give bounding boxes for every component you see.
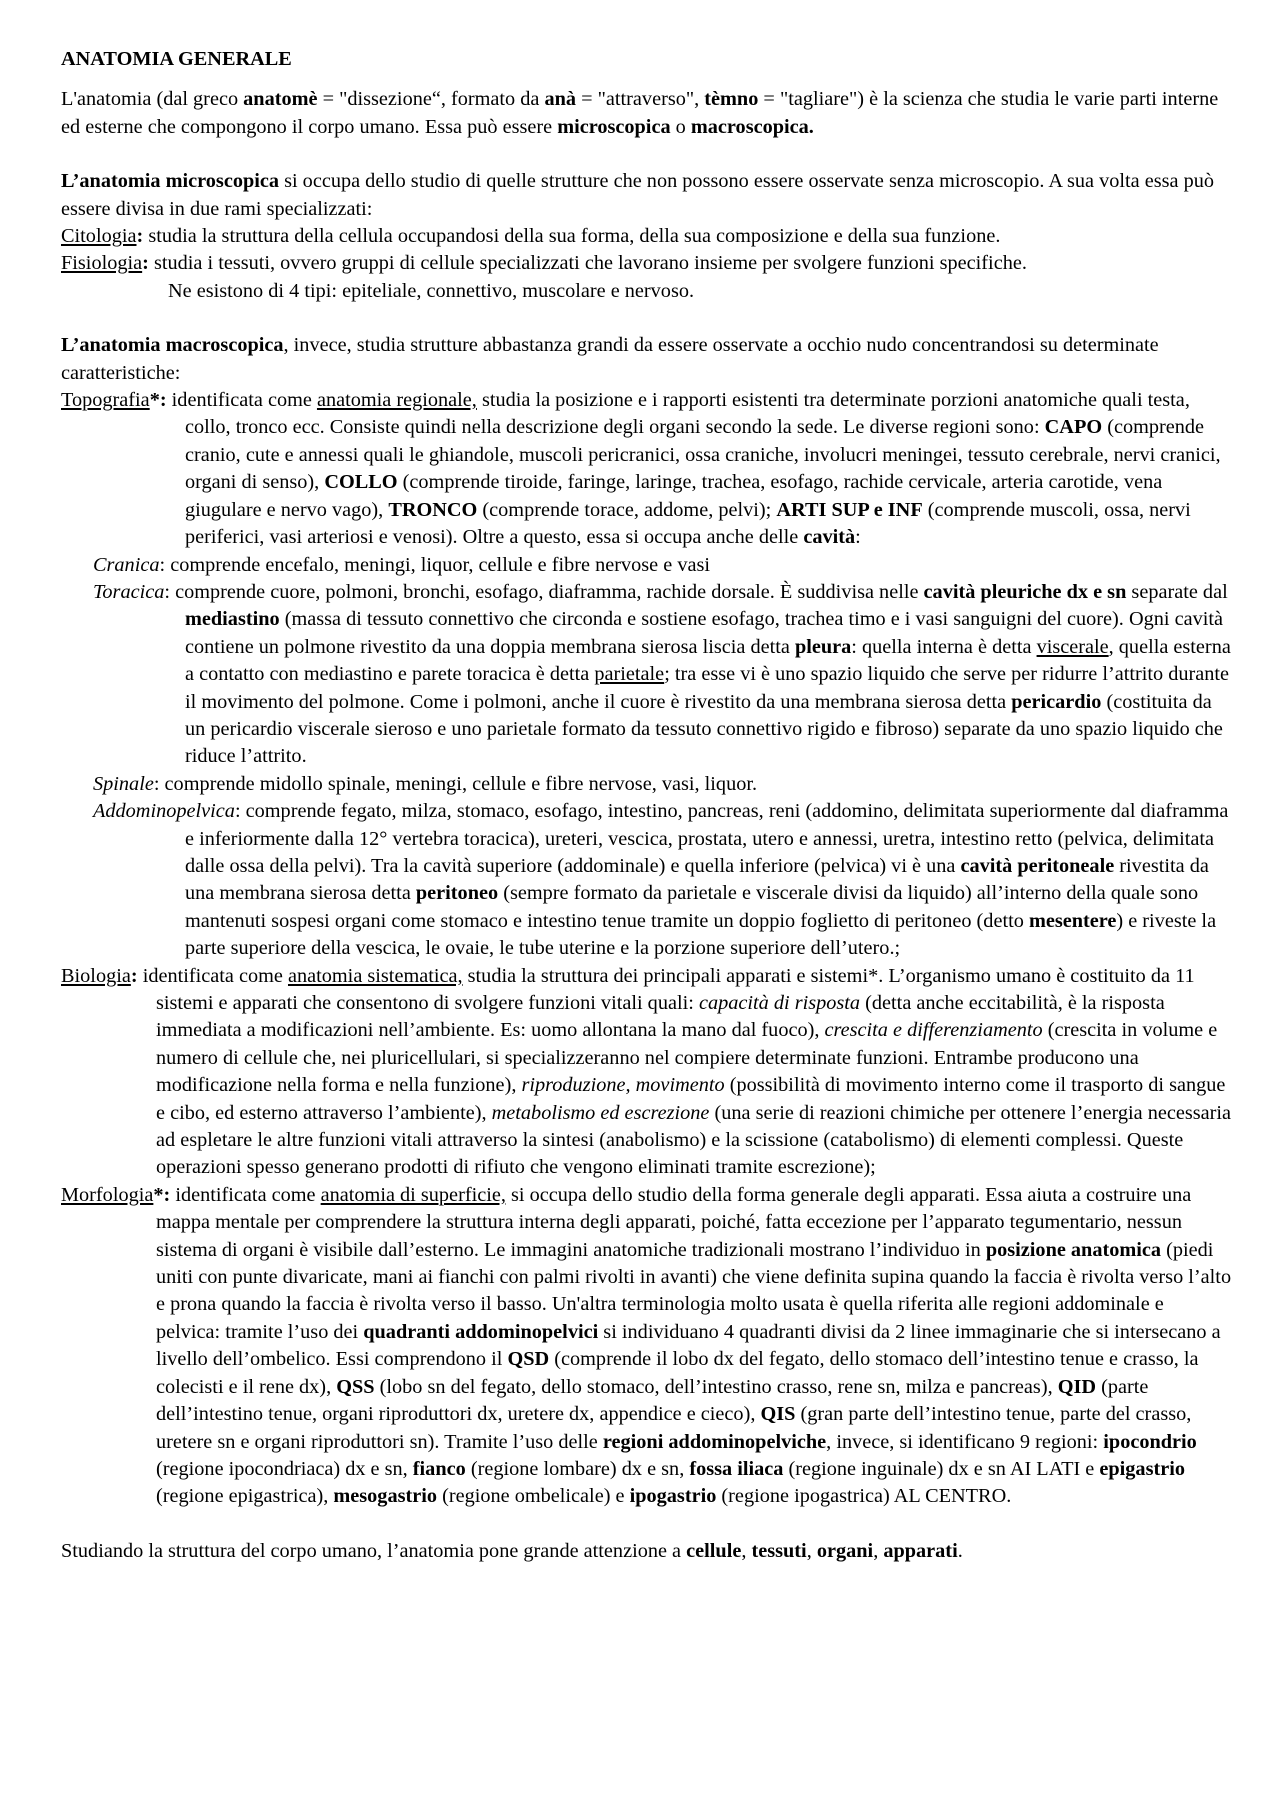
text: (lobo sn del fegato, dello stomaco, dell’intestino crasso, rene sn, milza e pancreas),: [374, 1375, 1058, 1398]
cranica-term: Cranica: [93, 553, 160, 576]
text: (detta anche eccitabilità, è la risposta immediata a modificazioni nell’ambiente. Es: uomo allontana la mano dal fuoco),: [156, 992, 1165, 1042]
bold-term: organi: [816, 1539, 874, 1562]
text: studia la struttura della cellula occupandosi della sua forma, della sua composizione e della sua funzione.: [143, 225, 1001, 248]
micro-heading: L’anatomia microscopica: [61, 170, 280, 193]
citologia-term: Citologia: [61, 225, 137, 248]
text: Studiando la struttura del corpo umano, l’anatomia pone grande attenzione a: [61, 1539, 687, 1562]
text: identificata come: [170, 1183, 321, 1206]
text: (comprende cranio, cute e annessi quali le ghiandole, muscoli pericranici, ossa craniche, involucri meningei, tessuto cerebrale, nervi cranici, organi di senso),: [185, 416, 1221, 494]
bold-term: quadranti addominopelvici: [363, 1320, 599, 1343]
text: , invece, studia strutture abbastanza grandi da essere osservate a occhio nudo concentrandosi su determinate caratteristiche:: [61, 334, 1159, 384]
marker: *:: [153, 1183, 171, 1206]
document-title: ANATOMIA GENERALE: [61, 48, 292, 70]
bold-term: mediastino: [185, 608, 280, 631]
text: si individuano 4 quadranti divisi da 2 linee immaginarie che si intersecano a livello dell’ombelico. Essi comprendono il: [156, 1320, 1221, 1371]
bold-term: regioni addominopelviche: [602, 1430, 827, 1453]
bold-term: posizione anatomica: [985, 1238, 1162, 1261]
text: (comprende torace, addome, pelvi);: [477, 498, 777, 521]
text: : quella interna è detta: [851, 635, 1037, 658]
text: (possibilità di movimento interno come il trasporto di sangue e cibo, ed esterno attraverso l’ambiente),: [156, 1074, 1226, 1124]
bold-term: ARTI SUP e INF: [776, 498, 923, 521]
text: : comprende encefalo, meningi, liquor, cellule e fibre nervose e vasi: [159, 553, 710, 576]
text: si occupa dello studio della forma generale degli apparati. Essa aiuta a costruire una mappa mentale per comprendere la struttura interna degli apparati, poiché, fatta eccezione per l’apparato tegumentario, nessun sistema di organi è visibile dall’esterno. Le immagini anatomiche tradizionali mostrano l’individuo in: [156, 1183, 1192, 1261]
underlined-term: anatomia regionale,: [316, 389, 477, 412]
colon: :: [136, 225, 144, 248]
text: (regione epigastrica),: [156, 1485, 334, 1508]
text: identificata come: [137, 964, 288, 987]
addominopelvica-entry: [61, 798, 1233, 962]
marker: *:: [149, 389, 167, 412]
underlined-term: viscerale: [1036, 635, 1109, 658]
text: separate dal: [1126, 580, 1228, 603]
fisiologia-entry: [61, 250, 1233, 277]
text: = "attraverso",: [576, 88, 705, 111]
macro-heading: L’anatomia macroscopica: [61, 334, 284, 357]
addominopelvica-term: Addominopelvica: [93, 800, 235, 823]
underlined-term: anatomia sistematica,: [287, 964, 463, 987]
italic-term: capacità di risposta: [698, 992, 861, 1014]
biologia-term: Biologia: [61, 964, 131, 987]
toracica-entry: [61, 579, 1233, 771]
bold-term: QSD: [507, 1348, 550, 1371]
bold-term: ipogastrio: [629, 1485, 717, 1508]
text: (regione ipocondriaca) dx e sn,: [156, 1457, 413, 1480]
bold-term: cellule: [686, 1539, 742, 1562]
text: : comprende fegato, milza, stomaco, esofago, intestino, pancreas, reni (addomino, delimitata superiormente dal diaframma e inferiormente dalla 12° vertebra toracica), ureteri, vescica, prostata, utero e annessi, uretra, intestino retto (pelvica, delimitata dalle ossa della pelvi). Tra la cavità superiore (addominale) e quella inferiore (pelvica) vi è una: [185, 800, 1229, 877]
bold-term: mesogastrio: [333, 1485, 438, 1508]
colon: :: [142, 252, 149, 275]
bold-term: cavità: [803, 526, 856, 549]
cranica-entry: [61, 552, 1233, 579]
document-page: [61, 46, 1233, 1565]
text: (comprende il lobo dx del fegato, dello stomaco dell’intestino tenue e crasso, la colecisti e il rene dx),: [156, 1348, 1199, 1398]
text: (parte dell’intestino tenue, organi riproduttori dx, uretere dx, appendice e cieco),: [156, 1375, 1149, 1426]
bold-term: ipocondrio: [1103, 1430, 1197, 1453]
spacer: [61, 1511, 1233, 1538]
italic-term: crescita e differenziamento: [824, 1019, 1043, 1042]
intro-paragraph: [61, 86, 1233, 141]
spinale-entry: [61, 771, 1233, 798]
term-macroscopica: macroscopica.: [690, 115, 814, 138]
italic-term: riproduzione, movimento: [521, 1074, 725, 1097]
text: (sempre formato da parietale e viscerale divisi da liquido) all’interno della quale sono mantenuti sospesi organi come stomaco e intestino tenue tramite un doppio foglietto di peritoneo (detto: [185, 882, 1199, 932]
text: (regione ombelicale) e: [437, 1485, 630, 1508]
text: studia la posizione e i rapporti esistenti tra determinate porzioni anatomiche quali testa, collo, tronco ecc. Consiste quindi nella descrizione degli organi secondo la sede. Le diverse regioni sono:: [185, 389, 1190, 439]
bold-term: apparati: [883, 1539, 958, 1562]
topografia-entry: [61, 387, 1233, 551]
text: studia i tessuti, ovvero gruppi di cellule specializzati che lavorano insieme per svolgere funzioni specifiche.: [148, 252, 1027, 275]
text: (regione inguinale) dx e sn AI LATI e: [783, 1457, 1100, 1480]
bold-term: peritoneo: [415, 882, 499, 905]
topografia-term: Topografia: [61, 389, 150, 412]
text: ,: [806, 1539, 817, 1562]
fisiologia-term: Fisiologia: [61, 252, 143, 275]
text: o: [670, 115, 691, 138]
text: identificata come: [166, 389, 317, 412]
citologia-entry: [61, 223, 1233, 250]
biologia-entry: [61, 963, 1233, 1182]
toracica-term: Toracica: [93, 580, 165, 603]
bold-term: cavità peritoneale: [960, 854, 1115, 877]
text: si occupa dello studio di quelle strutture che non possono essere osservate senza microscopio. A sua volta essa può essere divisa in due rami specializzati:: [61, 170, 1214, 220]
text: L'anatomia (dal greco: [61, 88, 244, 111]
bold-term: QSS: [336, 1375, 375, 1398]
morfologia-entry: [61, 1182, 1233, 1511]
text: , quella esterna a contatto con mediastino e parete toracica è detta: [185, 635, 1231, 686]
bold-term: fianco: [412, 1457, 466, 1480]
closing-paragraph: [61, 1538, 1233, 1565]
colon: :: [130, 964, 138, 987]
text: , invece, si identificano 9 regioni:: [826, 1430, 1104, 1453]
text: (una serie di reazioni chimiche per ottenere l’energia necessaria ad espletare le altre funzioni vitali attraverso la sintesi (anabolismo) e la scissione (catabolismo) di elementi complessi. Queste operazioni spesso generano prodotti di rifiuto che vengono eliminati tramite escrezione);: [156, 1101, 1232, 1179]
text: rivestita da una membrana sierosa detta: [185, 854, 1209, 905]
text: ) e riveste la parte superiore della vescica, le ovaie, le tube uterine e la porzione superiore dell’utero.;: [185, 909, 1217, 960]
fisiologia-types: Ne esistono di 4 tipi: epiteliale, connettivo, muscolare e nervoso.: [168, 279, 695, 302]
text: (regione lombare) dx e sn,: [465, 1457, 690, 1480]
term-ana: anà: [544, 88, 577, 111]
text: (piedi uniti con punte divaricate, mani ai fianchi con palmi rivolti in avanti) che viene definita supina quando la faccia è rivolta verso l’alto e prona quando la faccia è rivolta verso il basso. Un'altra terminologia molto usata è quella riferita alle regioni addominale e pelvica: tramite l’uso dei: [156, 1238, 1232, 1343]
text: (comprende muscoli, ossa, nervi periferici, vasi arteriosi e venosi). Oltre a questo, essa si occupa anche delle: [185, 498, 1191, 549]
micro-paragraph: [61, 168, 1233, 223]
text: (crescita in volume e numero di cellule che, nei pluricellulari, si specializzeranno nel compiere determinate funzioni. Entrambe producono una modificazione nella forma e nella funzione),: [156, 1019, 1218, 1097]
text: studia la struttura dei principali apparati e sistemi*. L’organismo umano è costituito da 11 sistemi e apparati che consentono di svolgere funzioni vitali quali:: [156, 964, 1195, 1014]
term-temno: tèmno: [704, 88, 759, 111]
term-microscopica: microscopica: [557, 115, 671, 138]
text: = "tagliare") è la scienza che studia le varie parti interne ed esterne che compongono il corpo umano. Essa può essere: [61, 88, 1219, 138]
text: :: [855, 526, 861, 549]
text: (regione ipogastrica) AL CENTRO.: [716, 1485, 1012, 1508]
text: (gran parte dell’intestino tenue, parte del crasso, uretere sn e organi riproduttori sn). Tramite l’uso delle: [156, 1403, 1192, 1453]
italic-term: metabolismo ed escrezione: [491, 1101, 710, 1124]
text: : comprende midollo spinale, meningi, cellule e fibre nervose, vasi, liquor.: [153, 772, 758, 795]
bold-term: epigastrio: [1099, 1457, 1185, 1480]
text: ,: [873, 1539, 884, 1562]
text: = "dissezione“, formato da: [317, 88, 545, 111]
bold-term: pericardio: [1011, 690, 1102, 713]
morfologia-term: Morfologia: [61, 1183, 154, 1206]
text: (massa di tessuto connettivo che circonda e sostiene esofago, trachea timo e i vasi sanguigni del cuore). Ogni cavità contiene un polmone rivestito da una doppia membrana sierosa liscia detta: [185, 608, 1223, 658]
spacer: [61, 141, 1233, 168]
spinale-term: Spinale: [93, 772, 154, 795]
bold-term: tessuti: [751, 1539, 807, 1562]
spacer: [61, 305, 1233, 332]
text: .: [957, 1539, 963, 1562]
bold-term: COLLO: [324, 471, 398, 494]
macro-paragraph: [61, 332, 1233, 387]
bold-term: fossa iliaca: [689, 1457, 784, 1480]
bold-term: TRONCO: [388, 498, 478, 521]
bold-term: QID: [1057, 1375, 1097, 1398]
term-anatome: anatomè: [243, 88, 318, 111]
bold-term: mesentere: [1028, 909, 1117, 932]
bold-term: CAPO: [1044, 416, 1103, 439]
bold-term: QIS: [760, 1403, 796, 1426]
text: : comprende cuore, polmoni, bronchi, esofago, diaframma, rachide dorsale. È suddivisa nelle: [164, 580, 924, 603]
text: (comprende tiroide, faringe, laringe, trachea, esofago, rachide cervicale, arteria carotide, vena giugulare e nervo vago),: [185, 471, 1163, 521]
text: ; tra esse vi è uno spazio liquido che serve per ridurre l’attrito durante il movimento del polmone. Come i polmoni, anche il cuore è rivestito da una membrana sierosa detta: [185, 663, 1230, 713]
text: (costituita da un pericardio viscerale sieroso e uno parietale formato da tessuto connettivo rigido e fibroso) separate da uno spazio liquido che riduce l’attrito.: [185, 690, 1223, 768]
text: ,: [741, 1539, 752, 1562]
bold-term: pleura: [794, 635, 852, 658]
bold-term: cavità pleuriche dx e sn: [923, 580, 1127, 603]
underlined-term: anatomia di superficie,: [320, 1183, 506, 1206]
underlined-term: parietale: [594, 663, 665, 686]
